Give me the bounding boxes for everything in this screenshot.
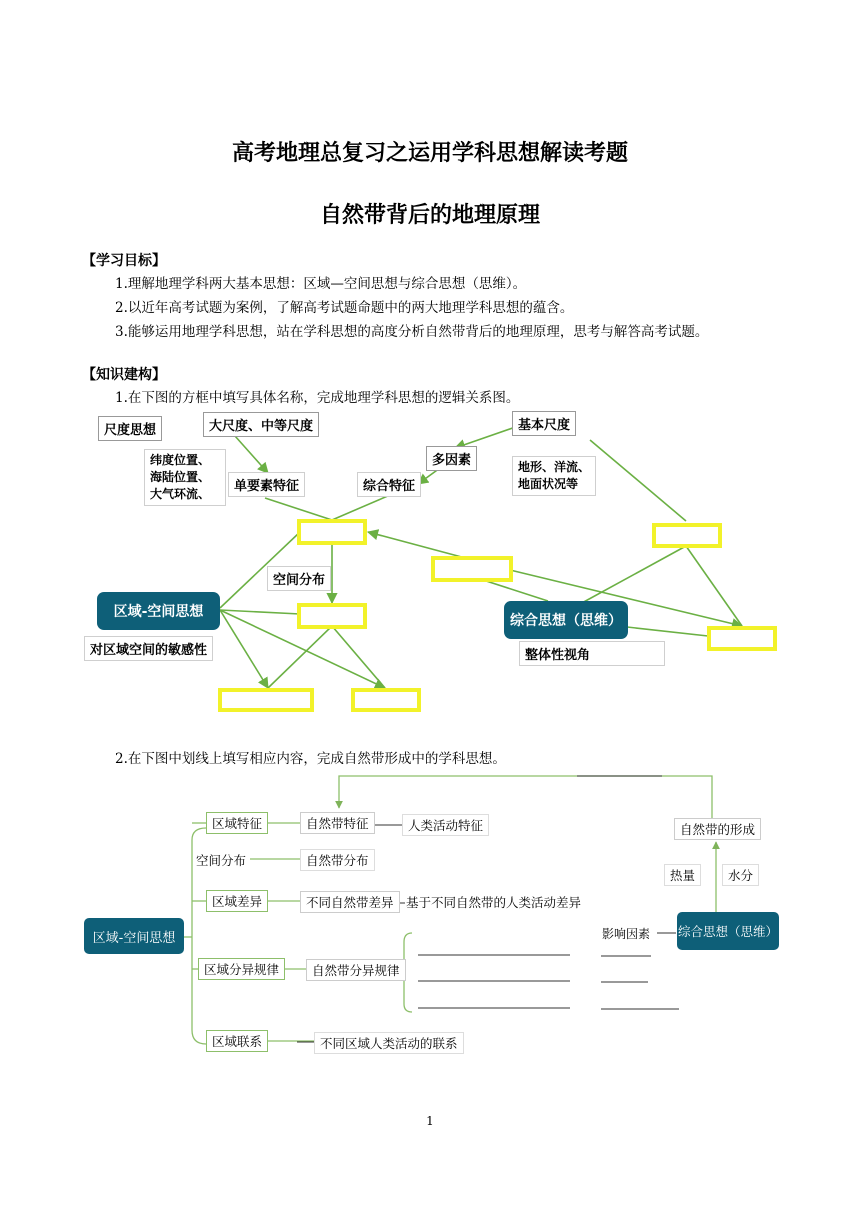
diff-zones-box: 不同自然带差异: [300, 891, 400, 913]
region-link-box: 区域联系: [206, 1030, 268, 1052]
region-diff-box: 区域差异: [206, 890, 268, 912]
large-scale-label: 大尺度、中等尺度: [203, 412, 319, 437]
comp-feature-label: 综合特征: [357, 472, 421, 497]
multi-factor-label: 多因素: [426, 446, 477, 471]
page-subtitle: 自然带背后的地理原理: [319, 203, 540, 228]
holistic-label: 整体性视角: [519, 641, 665, 666]
objective-item: 2.以近年高考试题为案例，了解高考试题命题中的两大地理学科思想的蕴含。: [115, 300, 574, 316]
question-2: 2.在下图中划线上填写相应内容，完成自然带形成中的学科思想。: [115, 751, 506, 767]
zone-law-box: 自然带分异规律: [306, 959, 406, 981]
formation-box: 自然带的形成: [674, 818, 761, 840]
region-law-box: 区域分异规律: [198, 958, 285, 980]
heat-label: 热量: [664, 864, 701, 886]
objectives-heading: 【学习目标】: [82, 253, 166, 269]
region-feature-box: 区域特征: [206, 812, 268, 834]
regional-thinking-node: 区域-空间思想: [97, 592, 220, 630]
human-link-box: 不同区域人类活动的联系: [314, 1032, 464, 1054]
nat-zone-dist-box: 自然带分布: [300, 849, 375, 871]
factors-right-label: 地形、洋流、地面状况等: [512, 456, 596, 496]
basic-scale-label: 基本尺度: [512, 411, 576, 436]
page-title: 高考地理总复习之运用学科思想解读考题: [231, 141, 628, 166]
spatial-dist-label-2: 空间分布: [196, 853, 247, 868]
question-1: 1.在下图的方框中填写具体名称，完成地理学科思想的逻辑关系图。: [115, 390, 520, 406]
nat-zone-feature-box: 自然带特征: [300, 812, 375, 834]
single-feature-label: 单要素特征: [228, 472, 305, 497]
factors-left-label: 纬度位置、海陆位置、大气环流、: [144, 449, 226, 506]
human-diff-label: 基于不同自然带的人类活动差异: [406, 895, 582, 910]
human-feature-box: 人类活动特征: [402, 814, 489, 836]
scale-thinking-label: 尺度思想: [98, 416, 162, 441]
objective-item: 1.理解地理学科两大基本思想：区域—空间思想与综合思想（思维）。: [115, 276, 527, 292]
integrated-thinking-node: 综合思想（思维）: [504, 601, 628, 639]
objective-item: 3.能够运用地理学科思想，站在学科思想的高度分析自然带背后的地理原理，思考与解答高考试题。: [115, 324, 709, 340]
water-label: 水分: [722, 864, 759, 886]
regional-thinking-node-2: 区域-空间思想: [84, 918, 184, 954]
influence-label: 影响因素: [602, 927, 651, 941]
spatial-dist-label: 空间分布: [267, 566, 331, 591]
integrated-thinking-node-2: 综合思想（思维）: [677, 912, 779, 950]
page-number: 1: [426, 1114, 434, 1128]
knowledge-heading: 【知识建构】: [82, 367, 166, 383]
sensitivity-label: 对区域空间的敏感性: [84, 636, 213, 661]
